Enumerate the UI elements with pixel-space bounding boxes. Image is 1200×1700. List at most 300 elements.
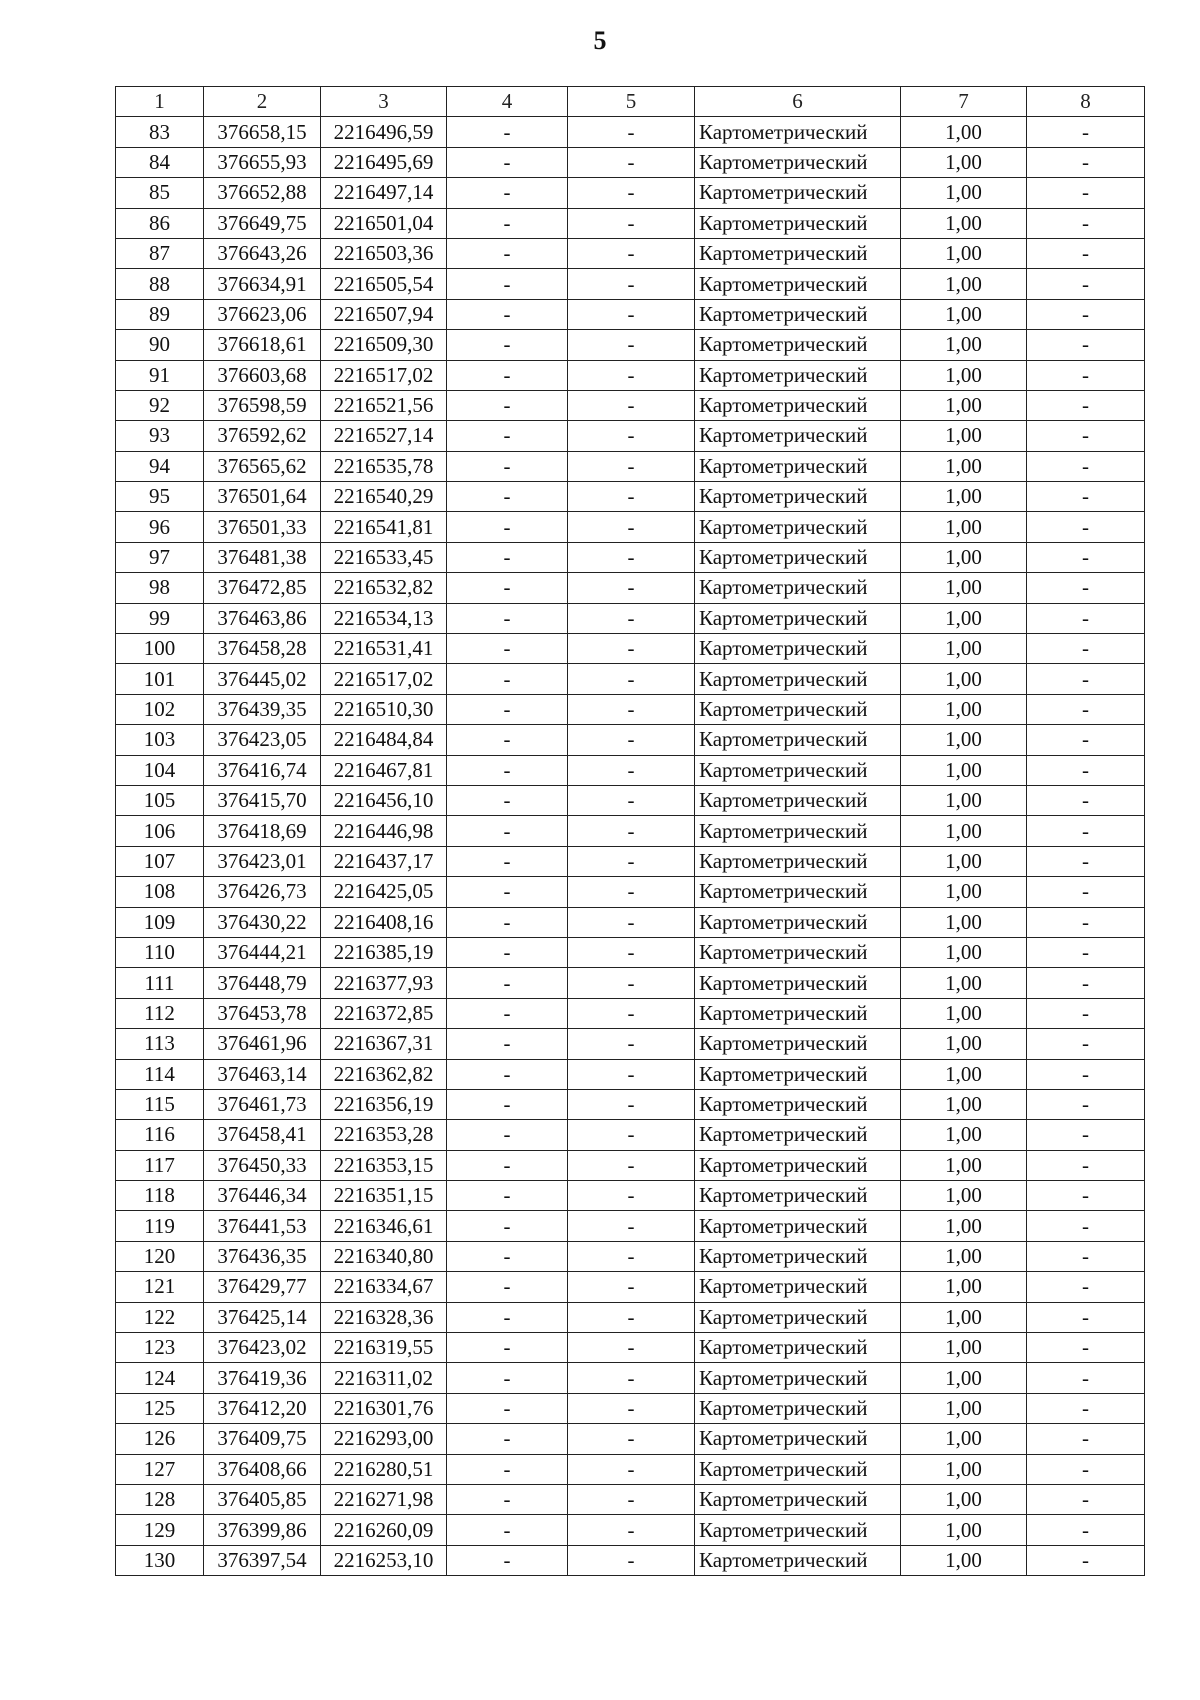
col8-cell: - <box>1027 1272 1145 1302</box>
col5-cell: - <box>568 1211 695 1241</box>
col4-cell: - <box>447 360 568 390</box>
y-coordinate-cell: 2216540,29 <box>321 482 447 512</box>
point-number-cell: 118 <box>116 1181 204 1211</box>
col8-cell: - <box>1027 1211 1145 1241</box>
col8-cell: - <box>1027 390 1145 420</box>
y-coordinate-cell: 2216467,81 <box>321 755 447 785</box>
x-coordinate-cell: 376461,96 <box>204 1029 321 1059</box>
table-row <box>116 1029 1145 1059</box>
accuracy-cell: 1,00 <box>901 603 1027 633</box>
col8-cell: - <box>1027 1454 1145 1484</box>
point-number-cell: 112 <box>116 998 204 1028</box>
col8-cell: - <box>1027 634 1145 664</box>
accuracy-cell: 1,00 <box>901 816 1027 846</box>
accuracy-cell: 1,00 <box>901 147 1027 177</box>
table-row <box>116 451 1145 481</box>
y-coordinate-cell: 2216353,28 <box>321 1120 447 1150</box>
col8-cell: - <box>1027 1150 1145 1180</box>
col4-cell: - <box>447 785 568 815</box>
point-number-cell: 127 <box>116 1454 204 1484</box>
x-coordinate-cell: 376450,33 <box>204 1150 321 1180</box>
col5-cell: - <box>568 816 695 846</box>
accuracy-cell: 1,00 <box>901 1484 1027 1514</box>
x-coordinate-cell: 376453,78 <box>204 998 321 1028</box>
x-coordinate-cell: 376623,06 <box>204 299 321 329</box>
col8-cell: - <box>1027 1484 1145 1514</box>
point-number-cell: 91 <box>116 360 204 390</box>
col5-cell: - <box>568 785 695 815</box>
col4-cell: - <box>447 725 568 755</box>
col4-cell: - <box>447 1150 568 1180</box>
x-coordinate-cell: 376501,64 <box>204 482 321 512</box>
table-row <box>116 603 1145 633</box>
y-coordinate-cell: 2216356,19 <box>321 1089 447 1119</box>
col4-cell: - <box>447 1029 568 1059</box>
col8-cell: - <box>1027 360 1145 390</box>
col8-cell: - <box>1027 694 1145 724</box>
table-row <box>116 1272 1145 1302</box>
col8-cell: - <box>1027 299 1145 329</box>
method-cell: Картометрический <box>695 330 901 360</box>
accuracy-cell: 1,00 <box>901 1424 1027 1454</box>
method-cell: Картометрический <box>695 299 901 329</box>
point-number-cell: 128 <box>116 1484 204 1514</box>
method-cell: Картометрический <box>695 1424 901 1454</box>
col4-cell: - <box>447 816 568 846</box>
accuracy-cell: 1,00 <box>901 1241 1027 1271</box>
col4-cell: - <box>447 1333 568 1363</box>
y-coordinate-cell: 2216517,02 <box>321 360 447 390</box>
col8-cell: - <box>1027 816 1145 846</box>
point-number-cell: 102 <box>116 694 204 724</box>
col5-cell: - <box>568 1484 695 1514</box>
method-cell: Картометрический <box>695 1333 901 1363</box>
method-cell: Картометрический <box>695 390 901 420</box>
col4-cell: - <box>447 1089 568 1119</box>
point-number-cell: 92 <box>116 390 204 420</box>
col5-cell: - <box>568 907 695 937</box>
table-row <box>116 208 1145 238</box>
y-coordinate-cell: 2216534,13 <box>321 603 447 633</box>
x-coordinate-cell: 376448,79 <box>204 968 321 998</box>
accuracy-cell: 1,00 <box>901 1302 1027 1332</box>
method-cell: Картометрический <box>695 1545 901 1575</box>
accuracy-cell: 1,00 <box>901 725 1027 755</box>
accuracy-cell: 1,00 <box>901 330 1027 360</box>
y-coordinate-cell: 2216509,30 <box>321 330 447 360</box>
point-number-cell: 103 <box>116 725 204 755</box>
point-number-cell: 129 <box>116 1515 204 1545</box>
col8-cell: - <box>1027 482 1145 512</box>
y-coordinate-cell: 2216328,36 <box>321 1302 447 1332</box>
accuracy-cell: 1,00 <box>901 421 1027 451</box>
method-cell: Картометрический <box>695 998 901 1028</box>
point-number-cell: 119 <box>116 1211 204 1241</box>
y-coordinate-cell: 2216533,45 <box>321 542 447 572</box>
y-coordinate-cell: 2216319,55 <box>321 1333 447 1363</box>
table-row <box>116 1059 1145 1089</box>
col5-cell: - <box>568 1241 695 1271</box>
method-cell: Картометрический <box>695 208 901 238</box>
col4-cell: - <box>447 877 568 907</box>
page-number: 5 <box>593 26 607 55</box>
point-number-cell: 97 <box>116 542 204 572</box>
col8-cell: - <box>1027 1545 1145 1575</box>
col5-cell: - <box>568 664 695 694</box>
col5-cell: - <box>568 330 695 360</box>
table-row <box>116 482 1145 512</box>
x-coordinate-cell: 376418,69 <box>204 816 321 846</box>
point-number-cell: 121 <box>116 1272 204 1302</box>
method-cell: Картометрический <box>695 1089 901 1119</box>
col4-cell: - <box>447 269 568 299</box>
col5-cell: - <box>568 1545 695 1575</box>
accuracy-cell: 1,00 <box>901 451 1027 481</box>
y-coordinate-cell: 2216456,10 <box>321 785 447 815</box>
col8-cell: - <box>1027 330 1145 360</box>
col4-cell: - <box>447 482 568 512</box>
col5-cell: - <box>568 998 695 1028</box>
method-cell: Картометрический <box>695 117 901 147</box>
method-cell: Картометрический <box>695 360 901 390</box>
col8-cell: - <box>1027 664 1145 694</box>
y-coordinate-cell: 2216367,31 <box>321 1029 447 1059</box>
point-number-cell: 109 <box>116 907 204 937</box>
y-coordinate-cell: 2216507,94 <box>321 299 447 329</box>
col5-cell: - <box>568 299 695 329</box>
col4-cell: - <box>447 1363 568 1393</box>
point-number-cell: 95 <box>116 482 204 512</box>
col5-cell: - <box>568 603 695 633</box>
y-coordinate-cell: 2216301,76 <box>321 1393 447 1423</box>
col5-cell: - <box>568 846 695 876</box>
accuracy-cell: 1,00 <box>901 1150 1027 1180</box>
col8-cell: - <box>1027 877 1145 907</box>
col8-cell: - <box>1027 725 1145 755</box>
col8-cell: - <box>1027 846 1145 876</box>
method-cell: Картометрический <box>695 482 901 512</box>
x-coordinate-cell: 376430,22 <box>204 907 321 937</box>
accuracy-cell: 1,00 <box>901 694 1027 724</box>
header-cell-4: 4 <box>447 87 568 117</box>
y-coordinate-cell: 2216271,98 <box>321 1484 447 1514</box>
accuracy-cell: 1,00 <box>901 390 1027 420</box>
col8-cell: - <box>1027 542 1145 572</box>
method-cell: Картометрический <box>695 451 901 481</box>
point-number-cell: 113 <box>116 1029 204 1059</box>
col8-cell: - <box>1027 755 1145 785</box>
x-coordinate-cell: 376436,35 <box>204 1241 321 1271</box>
x-coordinate-cell: 376481,38 <box>204 542 321 572</box>
header-row <box>116 87 1145 117</box>
x-coordinate-cell: 376446,34 <box>204 1181 321 1211</box>
x-coordinate-cell: 376634,91 <box>204 269 321 299</box>
x-coordinate-cell: 376419,36 <box>204 1363 321 1393</box>
accuracy-cell: 1,00 <box>901 1120 1027 1150</box>
table-row <box>116 147 1145 177</box>
col4-cell: - <box>447 907 568 937</box>
col4-cell: - <box>447 117 568 147</box>
col5-cell: - <box>568 694 695 724</box>
header-cell-3: 3 <box>321 87 447 117</box>
method-cell: Картометрический <box>695 178 901 208</box>
table-row <box>116 421 1145 451</box>
point-number-cell: 122 <box>116 1302 204 1332</box>
col8-cell: - <box>1027 573 1145 603</box>
point-number-cell: 111 <box>116 968 204 998</box>
table-row <box>116 1089 1145 1119</box>
x-coordinate-cell: 376655,93 <box>204 147 321 177</box>
accuracy-cell: 1,00 <box>901 178 1027 208</box>
point-number-cell: 93 <box>116 421 204 451</box>
method-cell: Картометрический <box>695 238 901 268</box>
table-row <box>116 269 1145 299</box>
table-row <box>116 1120 1145 1150</box>
col4-cell: - <box>447 1454 568 1484</box>
method-cell: Картометрический <box>695 542 901 572</box>
method-cell: Картометрический <box>695 725 901 755</box>
col4-cell: - <box>447 390 568 420</box>
accuracy-cell: 1,00 <box>901 968 1027 998</box>
table-row <box>116 512 1145 542</box>
table-row <box>116 816 1145 846</box>
y-coordinate-cell: 2216311,02 <box>321 1363 447 1393</box>
y-coordinate-cell: 2216541,81 <box>321 512 447 542</box>
x-coordinate-cell: 376423,05 <box>204 725 321 755</box>
method-cell: Картометрический <box>695 147 901 177</box>
col4-cell: - <box>447 998 568 1028</box>
point-number-cell: 104 <box>116 755 204 785</box>
table-row <box>116 238 1145 268</box>
col4-cell: - <box>447 178 568 208</box>
col4-cell: - <box>447 1424 568 1454</box>
accuracy-cell: 1,00 <box>901 998 1027 1028</box>
col5-cell: - <box>568 877 695 907</box>
accuracy-cell: 1,00 <box>901 1029 1027 1059</box>
col5-cell: - <box>568 208 695 238</box>
point-number-cell: 98 <box>116 573 204 603</box>
x-coordinate-cell: 376399,86 <box>204 1515 321 1545</box>
point-number-cell: 130 <box>116 1545 204 1575</box>
table-row <box>116 1393 1145 1423</box>
y-coordinate-cell: 2216408,16 <box>321 907 447 937</box>
point-number-cell: 84 <box>116 147 204 177</box>
method-cell: Картометрический <box>695 907 901 937</box>
method-cell: Картометрический <box>695 1484 901 1514</box>
col5-cell: - <box>568 1150 695 1180</box>
col5-cell: - <box>568 1393 695 1423</box>
point-number-cell: 100 <box>116 634 204 664</box>
method-cell: Картометрический <box>695 694 901 724</box>
point-number-cell: 96 <box>116 512 204 542</box>
col4-cell: - <box>447 664 568 694</box>
y-coordinate-cell: 2216484,84 <box>321 725 447 755</box>
point-number-cell: 94 <box>116 451 204 481</box>
y-coordinate-cell: 2216340,80 <box>321 1241 447 1271</box>
accuracy-cell: 1,00 <box>901 634 1027 664</box>
col8-cell: - <box>1027 451 1145 481</box>
table-row <box>116 1363 1145 1393</box>
point-number-cell: 105 <box>116 785 204 815</box>
method-cell: Картометрический <box>695 573 901 603</box>
col8-cell: - <box>1027 1515 1145 1545</box>
method-cell: Картометрический <box>695 785 901 815</box>
table-row <box>116 785 1145 815</box>
accuracy-cell: 1,00 <box>901 238 1027 268</box>
accuracy-cell: 1,00 <box>901 1059 1027 1089</box>
method-cell: Картометрический <box>695 269 901 299</box>
col8-cell: - <box>1027 238 1145 268</box>
table-row <box>116 998 1145 1028</box>
y-coordinate-cell: 2216496,59 <box>321 117 447 147</box>
col5-cell: - <box>568 1333 695 1363</box>
col4-cell: - <box>447 694 568 724</box>
table-row <box>116 573 1145 603</box>
x-coordinate-cell: 376598,59 <box>204 390 321 420</box>
table-row <box>116 937 1145 967</box>
point-number-cell: 120 <box>116 1241 204 1271</box>
accuracy-cell: 1,00 <box>901 512 1027 542</box>
col5-cell: - <box>568 1029 695 1059</box>
col4-cell: - <box>447 846 568 876</box>
point-number-cell: 125 <box>116 1393 204 1423</box>
col5-cell: - <box>568 1424 695 1454</box>
method-cell: Картометрический <box>695 1241 901 1271</box>
point-number-cell: 114 <box>116 1059 204 1089</box>
table-row <box>116 694 1145 724</box>
method-cell: Картометрический <box>695 603 901 633</box>
point-number-cell: 101 <box>116 664 204 694</box>
y-coordinate-cell: 2216437,17 <box>321 846 447 876</box>
col4-cell: - <box>447 1302 568 1332</box>
col8-cell: - <box>1027 603 1145 633</box>
col4-cell: - <box>447 1120 568 1150</box>
col5-cell: - <box>568 573 695 603</box>
table-row <box>116 1484 1145 1514</box>
col8-cell: - <box>1027 1181 1145 1211</box>
col8-cell: - <box>1027 1029 1145 1059</box>
x-coordinate-cell: 376501,33 <box>204 512 321 542</box>
col4-cell: - <box>447 1545 568 1575</box>
accuracy-cell: 1,00 <box>901 542 1027 572</box>
accuracy-cell: 1,00 <box>901 785 1027 815</box>
table-row <box>116 390 1145 420</box>
y-coordinate-cell: 2216446,98 <box>321 816 447 846</box>
method-cell: Картометрический <box>695 1150 901 1180</box>
header-cell-7: 7 <box>901 87 1027 117</box>
col8-cell: - <box>1027 512 1145 542</box>
accuracy-cell: 1,00 <box>901 1515 1027 1545</box>
method-cell: Картометрический <box>695 816 901 846</box>
col4-cell: - <box>447 755 568 785</box>
accuracy-cell: 1,00 <box>901 1454 1027 1484</box>
col5-cell: - <box>568 542 695 572</box>
point-number-cell: 90 <box>116 330 204 360</box>
table-row <box>116 968 1145 998</box>
table-row <box>116 907 1145 937</box>
col8-cell: - <box>1027 1241 1145 1271</box>
method-cell: Картометрический <box>695 421 901 451</box>
table-row <box>116 299 1145 329</box>
y-coordinate-cell: 2216517,02 <box>321 664 447 694</box>
col5-cell: - <box>568 512 695 542</box>
col4-cell: - <box>447 573 568 603</box>
point-number-cell: 115 <box>116 1089 204 1119</box>
col4-cell: - <box>447 603 568 633</box>
method-cell: Картометрический <box>695 755 901 785</box>
col5-cell: - <box>568 937 695 967</box>
x-coordinate-cell: 376592,62 <box>204 421 321 451</box>
method-cell: Картометрический <box>695 664 901 694</box>
col5-cell: - <box>568 1454 695 1484</box>
y-coordinate-cell: 2216501,04 <box>321 208 447 238</box>
y-coordinate-cell: 2216521,56 <box>321 390 447 420</box>
x-coordinate-cell: 376426,73 <box>204 877 321 907</box>
x-coordinate-cell: 376405,85 <box>204 1484 321 1514</box>
y-coordinate-cell: 2216425,05 <box>321 877 447 907</box>
accuracy-cell: 1,00 <box>901 299 1027 329</box>
table-row <box>116 1211 1145 1241</box>
x-coordinate-cell: 376565,62 <box>204 451 321 481</box>
header-cell-5: 5 <box>568 87 695 117</box>
table-row <box>116 542 1145 572</box>
col8-cell: - <box>1027 178 1145 208</box>
coordinates-table <box>115 86 1145 1576</box>
x-coordinate-cell: 376458,41 <box>204 1120 321 1150</box>
x-coordinate-cell: 376441,53 <box>204 1211 321 1241</box>
col8-cell: - <box>1027 147 1145 177</box>
col4-cell: - <box>447 421 568 451</box>
col5-cell: - <box>568 421 695 451</box>
y-coordinate-cell: 2216377,93 <box>321 968 447 998</box>
accuracy-cell: 1,00 <box>901 117 1027 147</box>
col5-cell: - <box>568 269 695 299</box>
accuracy-cell: 1,00 <box>901 1363 1027 1393</box>
col5-cell: - <box>568 178 695 208</box>
point-number-cell: 117 <box>116 1150 204 1180</box>
y-coordinate-cell: 2216346,61 <box>321 1211 447 1241</box>
point-number-cell: 126 <box>116 1424 204 1454</box>
col5-cell: - <box>568 451 695 481</box>
x-coordinate-cell: 376444,21 <box>204 937 321 967</box>
accuracy-cell: 1,00 <box>901 1393 1027 1423</box>
method-cell: Картометрический <box>695 1454 901 1484</box>
x-coordinate-cell: 376412,20 <box>204 1393 321 1423</box>
x-coordinate-cell: 376463,14 <box>204 1059 321 1089</box>
col4-cell: - <box>447 1059 568 1089</box>
col4-cell: - <box>447 1211 568 1241</box>
col5-cell: - <box>568 1181 695 1211</box>
col5-cell: - <box>568 725 695 755</box>
col4-cell: - <box>447 634 568 664</box>
col4-cell: - <box>447 1393 568 1423</box>
x-coordinate-cell: 376445,02 <box>204 664 321 694</box>
point-number-cell: 83 <box>116 117 204 147</box>
y-coordinate-cell: 2216510,30 <box>321 694 447 724</box>
y-coordinate-cell: 2216503,36 <box>321 238 447 268</box>
col5-cell: - <box>568 1515 695 1545</box>
table-row <box>116 1515 1145 1545</box>
accuracy-cell: 1,00 <box>901 1333 1027 1363</box>
point-number-cell: 85 <box>116 178 204 208</box>
col5-cell: - <box>568 360 695 390</box>
accuracy-cell: 1,00 <box>901 907 1027 937</box>
col5-cell: - <box>568 1363 695 1393</box>
x-coordinate-cell: 376472,85 <box>204 573 321 603</box>
x-coordinate-cell: 376618,61 <box>204 330 321 360</box>
method-cell: Картометрический <box>695 1272 901 1302</box>
y-coordinate-cell: 2216353,15 <box>321 1150 447 1180</box>
